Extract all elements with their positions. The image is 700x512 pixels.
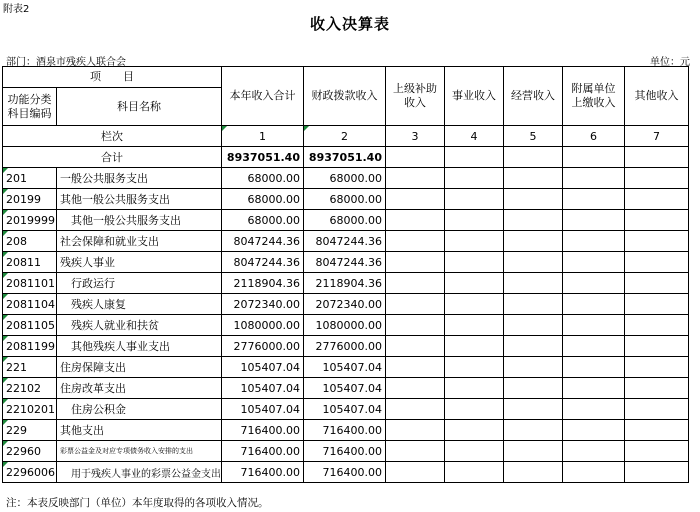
- row-value-1: 105407.04: [222, 399, 304, 420]
- row-code: 22102: [3, 378, 57, 399]
- table-row: [3, 294, 689, 315]
- row-value-1: 2776000.00: [222, 336, 304, 357]
- row-value-2: 716400.00: [304, 441, 386, 462]
- col-number-4: 4: [445, 126, 504, 147]
- total-label: 合计: [3, 147, 222, 168]
- row-code: 2081101: [3, 273, 57, 294]
- row-value-2: 68000.00: [304, 189, 386, 210]
- col-number-1: 1: [222, 126, 304, 147]
- row-value-1: 1080000.00: [222, 315, 304, 336]
- table-row: [3, 378, 689, 399]
- row-value-2: 8047244.36: [304, 252, 386, 273]
- row-name: 一般公共服务支出: [57, 168, 222, 189]
- row-name: 其他残疾人事业支出: [57, 336, 222, 357]
- row-value-2: 1080000.00: [304, 315, 386, 336]
- row-name: 残疾人事业: [57, 252, 222, 273]
- col-header-3: 上级补助 收入: [386, 67, 445, 126]
- appendix-label: 附表2: [3, 4, 30, 15]
- row-value-1: 68000.00: [222, 189, 304, 210]
- row-name: 住房公积金: [57, 399, 222, 420]
- row-code: 20811: [3, 252, 57, 273]
- row-name: 行政运行: [57, 273, 222, 294]
- table-row: [3, 168, 689, 189]
- total-value-2: 8937051.40: [304, 147, 386, 168]
- col-number-7: 7: [625, 126, 689, 147]
- row-code: 201: [3, 168, 57, 189]
- row-value-2: 105407.04: [304, 378, 386, 399]
- table-row: [3, 420, 689, 441]
- footnote: 注：本表反映部门（单位）本年度取得的各项收入情况。: [6, 497, 269, 509]
- col-header-4: 事业收入: [445, 67, 504, 126]
- row-code: 221: [3, 357, 57, 378]
- row-value-1: 68000.00: [222, 168, 304, 189]
- col-number-5: 5: [504, 126, 563, 147]
- row-value-2: 2776000.00: [304, 336, 386, 357]
- row-name: 其他支出: [57, 420, 222, 441]
- name-header: 科目名称: [57, 88, 222, 126]
- col-number-2: 2: [304, 126, 386, 147]
- row-name: 其他一般公共服务支出: [57, 210, 222, 231]
- col-header-7: 其他收入: [625, 67, 689, 126]
- table-row: [3, 357, 689, 378]
- row-value-2: 2072340.00: [304, 294, 386, 315]
- row-name: 残疾人康复: [57, 294, 222, 315]
- col-number-6: 6: [563, 126, 625, 147]
- row-value-1: 68000.00: [222, 210, 304, 231]
- row-code: 2210201: [3, 399, 57, 420]
- row-code: 2019999: [3, 210, 57, 231]
- row-value-2: 716400.00: [304, 462, 386, 483]
- col-header-2: 财政拨款收入: [304, 67, 386, 126]
- row-value-1: 2072340.00: [222, 294, 304, 315]
- row-number-label: 栏次: [3, 126, 222, 147]
- project-header: 项 目: [3, 67, 222, 88]
- row-code: 2296006: [3, 462, 57, 483]
- row-code: 2081104: [3, 294, 57, 315]
- table-row: [3, 399, 689, 420]
- row-value-1: 716400.00: [222, 441, 304, 462]
- col-header-6: 附属单位 上缴收入: [563, 67, 625, 126]
- table-row: [3, 231, 689, 252]
- row-code: 208: [3, 231, 57, 252]
- row-value-1: 105407.04: [222, 357, 304, 378]
- row-name: 住房保障支出: [57, 357, 222, 378]
- table-row: [3, 252, 689, 273]
- code-header: 功能分类 科目编码: [3, 88, 57, 126]
- row-value-1: 8047244.36: [222, 231, 304, 252]
- row-code: 2081199: [3, 336, 57, 357]
- row-value-1: 716400.00: [222, 420, 304, 441]
- row-name: 用于残疾人事业的彩票公益金支出: [57, 462, 222, 483]
- row-name: 彩票公益金及对应专项债务收入安排的支出: [57, 441, 222, 462]
- row-code: 22960: [3, 441, 57, 462]
- row-value-1: 2118904.36: [222, 273, 304, 294]
- col-number-3: 3: [386, 126, 445, 147]
- table-row: [3, 336, 689, 357]
- table-row: [3, 189, 689, 210]
- row-value-2: 8047244.36: [304, 231, 386, 252]
- table-row: [3, 210, 689, 231]
- table-row: [3, 462, 689, 483]
- row-value-2: 68000.00: [304, 168, 386, 189]
- page-title: 收入决算表: [309, 15, 390, 33]
- total-value-1: 8937051.40: [222, 147, 304, 168]
- row-name: 住房改革支出: [57, 378, 222, 399]
- row-name: 社会保障和就业支出: [57, 231, 222, 252]
- unit-label: 单位：元: [650, 57, 690, 68]
- row-value-1: 8047244.36: [222, 252, 304, 273]
- row-value-2: 2118904.36: [304, 273, 386, 294]
- col-header-5: 经营收入: [504, 67, 563, 126]
- row-value-1: 105407.04: [222, 378, 304, 399]
- row-value-2: 105407.04: [304, 399, 386, 420]
- row-code: 229: [3, 420, 57, 441]
- row-value-2: 68000.00: [304, 210, 386, 231]
- row-value-2: 716400.00: [304, 420, 386, 441]
- row-name: 其他一般公共服务支出: [57, 189, 222, 210]
- department-label: 部门：酒泉市残疾人联合会: [6, 57, 126, 68]
- row-value-2: 105407.04: [304, 357, 386, 378]
- table-row: [3, 441, 689, 462]
- col-header-1: 本年收入合计: [222, 67, 304, 126]
- row-code: 20199: [3, 189, 57, 210]
- table-row: [3, 273, 689, 294]
- row-name: 残疾人就业和扶贫: [57, 315, 222, 336]
- row-code: 2081105: [3, 315, 57, 336]
- table-row: [3, 315, 689, 336]
- income-table: [2, 66, 689, 483]
- row-value-1: 716400.00: [222, 462, 304, 483]
